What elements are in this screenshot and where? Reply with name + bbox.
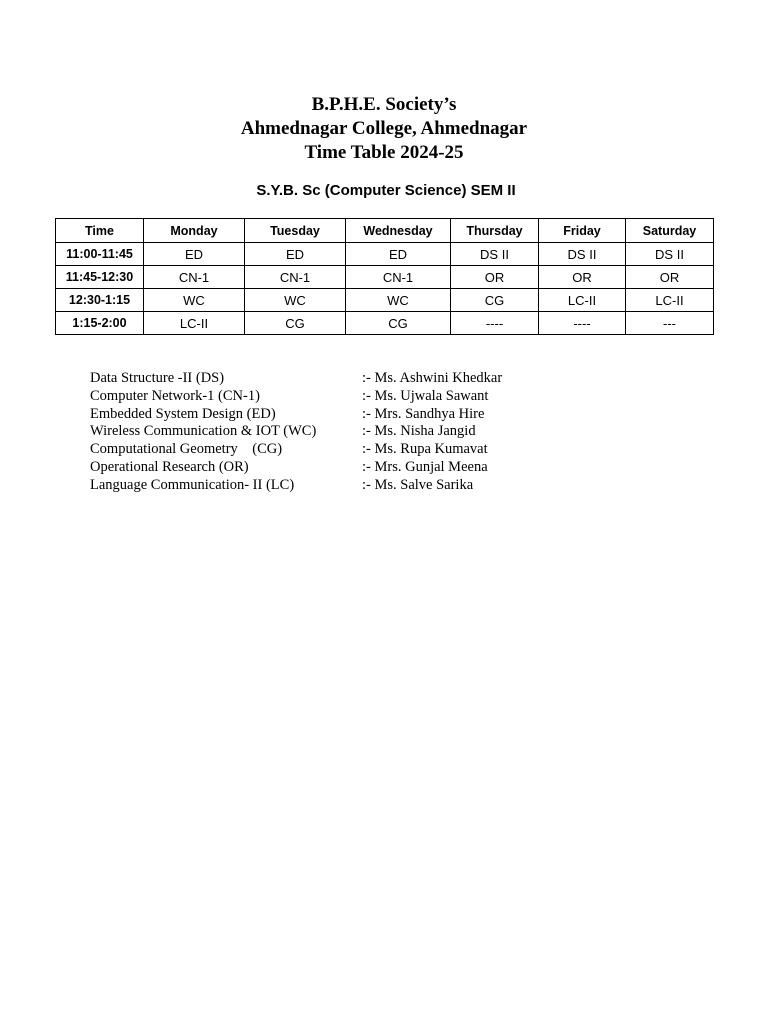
column-header: Saturday bbox=[626, 219, 714, 243]
table-cell: --- bbox=[626, 312, 714, 335]
column-header: Time bbox=[56, 219, 144, 243]
faculty-legend bbox=[90, 370, 502, 495]
class-subtitle: S.Y.B. Sc (Computer Science) SEM II bbox=[256, 182, 516, 199]
table-cell: CG bbox=[451, 289, 539, 312]
subject-name: Language Communication- II (LC) bbox=[90, 476, 295, 493]
legend-item bbox=[90, 477, 502, 495]
time-slot-cell: 12:30-1:15 bbox=[56, 289, 144, 312]
column-header: Tuesday bbox=[245, 219, 346, 243]
column-header: Wednesday bbox=[346, 219, 451, 243]
column-header: Thursday bbox=[451, 219, 539, 243]
table-row bbox=[56, 266, 714, 289]
table-header-row bbox=[56, 219, 714, 243]
table-cell: OR bbox=[539, 266, 626, 289]
legend-item bbox=[90, 459, 502, 477]
table-cell: OR bbox=[626, 266, 714, 289]
subject-name: Computer Network-1 (CN-1) bbox=[90, 387, 260, 404]
table-cell: CG bbox=[245, 312, 346, 335]
subject-name: Data Structure -II (DS) bbox=[90, 370, 225, 386]
table-cell: CN-1 bbox=[346, 266, 451, 289]
table-cell: DS II bbox=[626, 243, 714, 266]
table-cell: LC-II bbox=[626, 289, 714, 312]
society-name: B.P.H.E. Society’s bbox=[311, 94, 457, 115]
table-cell: WC bbox=[144, 289, 245, 312]
teacher-name: :- Mrs. Sandhya Hire bbox=[362, 405, 485, 422]
time-slot-cell: 11:00-11:45 bbox=[56, 243, 144, 266]
time-slot-cell: 1:15-2:00 bbox=[56, 312, 144, 335]
table-cell: LC-II bbox=[539, 289, 626, 312]
column-header: Monday bbox=[144, 219, 245, 243]
subject-name: Computational Geometry (CG) bbox=[90, 441, 283, 458]
table-row bbox=[56, 289, 714, 312]
column-header: Friday bbox=[539, 219, 626, 243]
table-row bbox=[56, 312, 714, 335]
table-cell: ED bbox=[245, 243, 346, 266]
table-cell: CN-1 bbox=[245, 266, 346, 289]
time-slot-cell: 11:45-12:30 bbox=[56, 266, 144, 289]
subject-name: Operational Research (OR) bbox=[90, 458, 249, 475]
legend-item bbox=[90, 423, 502, 441]
table-cell: CG bbox=[346, 312, 451, 335]
document-title: Time Table 2024-25 bbox=[304, 142, 464, 163]
timetable bbox=[55, 218, 714, 335]
legend-item bbox=[90, 388, 502, 406]
subject-name: Wireless Communication & IOT (WC) bbox=[90, 423, 317, 440]
table-cell: ---- bbox=[539, 312, 626, 335]
table-cell: WC bbox=[346, 289, 451, 312]
teacher-name: :- Ms. Salve Sarika bbox=[362, 476, 474, 493]
table-cell: ED bbox=[346, 243, 451, 266]
teacher-name: :- Ms. Rupa Kumavat bbox=[362, 441, 488, 458]
legend-item bbox=[90, 370, 502, 388]
college-name: Ahmednagar College, Ahmednagar bbox=[240, 118, 528, 139]
table-cell: OR bbox=[451, 266, 539, 289]
table-cell: LC-II bbox=[144, 312, 245, 335]
table-cell: CN-1 bbox=[144, 266, 245, 289]
legend-item bbox=[90, 441, 502, 459]
document-header bbox=[0, 93, 768, 165]
legend-item bbox=[90, 406, 502, 424]
teacher-name: :- Ms. Nisha Jangid bbox=[362, 423, 476, 440]
table-cell: DS II bbox=[451, 243, 539, 266]
table-cell: ED bbox=[144, 243, 245, 266]
teacher-name: :- Mrs. Gunjal Meena bbox=[362, 458, 488, 475]
teacher-name: :- Ms. Ashwini Khedkar bbox=[362, 370, 503, 386]
table-row bbox=[56, 243, 714, 266]
table-cell: WC bbox=[245, 289, 346, 312]
table-cell: DS II bbox=[539, 243, 626, 266]
subject-name: Embedded System Design (ED) bbox=[90, 405, 276, 422]
table-cell: ---- bbox=[451, 312, 539, 335]
teacher-name: :- Ms. Ujwala Sawant bbox=[362, 387, 489, 404]
